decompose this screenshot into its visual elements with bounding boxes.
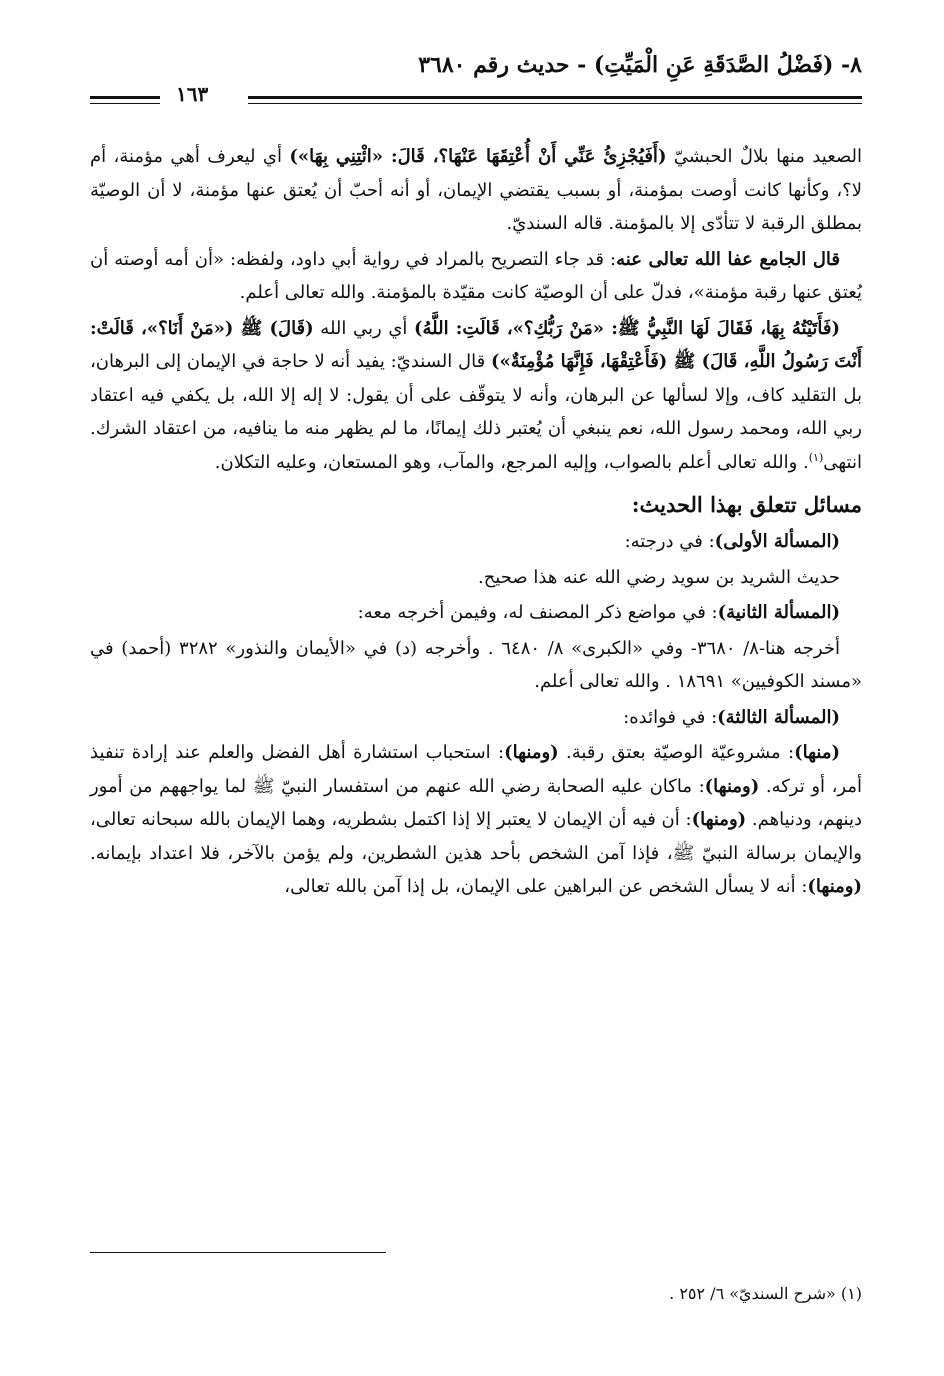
issue-3-text: [90, 736, 862, 904]
issue-1-title: [90, 525, 862, 559]
benefit-label: (ومنها): [691, 809, 747, 830]
text-run: : قد جاء التصريح بالمراد في رواية أبي داود، ولفظه: «أن أمه أوصته أن يُعتق عنها رقبة مؤمنة»، فدلّ على أن الوصيّة كانت مقيّدة بالمؤمنة. والله تعالى أعلم.: [90, 248, 862, 303]
hadith-quote: (قَالَ) ﷺ («مَنْ أَنَا؟»، قَالَتْ: أَنْتَ رَسُولُ اللَّهِ، قَالَ) ﷺ (فَأَعْتِقْهَا، فَإِنَّهَا مُؤْمِنَةٌ»): [90, 317, 862, 372]
text-run: : مشروعيّة الوصيّة بعتق رقبة.: [558, 742, 795, 763]
benefit-label: (منها): [794, 742, 840, 763]
paragraph-1: [90, 140, 862, 241]
paragraph-3: [90, 312, 862, 480]
issue-title: : في درجته:: [624, 531, 715, 552]
footnote: (١) «شرح السنديّ» ٦/ ٢٥٢ .: [669, 1284, 862, 1303]
text-run: أي ليعرف أهي مؤمنة، أم لا؟، وكأنها كانت أوصت بمؤمنة، أو بسبب يقتضي الإيمان، أو أنه أحبّ أن يُعتق عنها مؤمنة، لا أن الوصيّة بمطلق الرقبة لا تتأدّى إلا بالمؤمنة. قاله السنديّ.: [90, 146, 862, 234]
issue-label: (المسألة الثالثة): [717, 706, 840, 728]
benefit-label: (ومنها): [704, 775, 760, 797]
text-run: . والله تعالى أعلم بالصواب، وإليه المرجع، والمآب، وهو المستعان، وعليه التكلان.: [214, 451, 809, 473]
issue-1-text: حديث الشريد بن سويد رضي الله عنه هذا صحيح.: [477, 566, 840, 588]
text-run: : استحباب استشارة أهل الفضل والعلم عند إرادة تنفيذ أمر، أو تركه.: [90, 742, 863, 797]
header-rule-short: [90, 96, 160, 104]
benefit-label: (ومنها): [807, 876, 862, 897]
page-number: ١٦٣: [176, 82, 209, 106]
issue-3-title: [90, 701, 862, 735]
issue-2-text: أخرجه هنا-٨/ ٣٦٨٠- وفي «الكبرى» ٨/ ٦٤٨٠ . وأخرجه (د) في «الأيمان والنذور» ٣٢٨٢ (أحمد) في «مسند الكوفيين» ١٨٦٩١ . والله تعالى أعلم.: [90, 637, 862, 692]
issue-title: : في فوائده:: [623, 706, 718, 728]
issue-label: (المسألة الأولى): [714, 531, 840, 552]
paragraph-2: [90, 243, 862, 310]
main-text: [90, 140, 862, 906]
footnote-reference[interactable]: (١): [808, 450, 824, 464]
benefit-label: (ومنها): [504, 742, 559, 763]
text-run: قال السنديّ: يفيد أنه لا حاجة في الإيمان إلى البرهان، بل التقليد كاف، وإلا لسألها عن البرهان، وأنه لا يتوقّف على أن يقول: لا إله إلا الله، بل يكفي فيه اعتقاد ربي الله، ومحمد رسول الله، نعم ينبغي أن يُعتبر ذلك إيمانًا، ما لم يظهر منه ما ينافيه، من اعتقاد الشرك. انتهى: [90, 351, 862, 473]
document-page: [90, 52, 862, 1332]
text-run: : ماكان عليه الصحابة رضي الله عنهم من استفسار النبيّ ﷺ لما يواجههم من أمور دينهم، ودنياهم.: [90, 775, 862, 830]
chapter-title: ٨- (فَضْلُ الصَّدَقَةِ عَنِ الْمَيِّتِ) - حديث رقم ٣٦٨٠: [418, 52, 862, 78]
hadith-quote: (أَفَيُجْزِئُ عَنِّي أَنْ أُعْتِقَهَا عَنْهَا؟، قَالَ: «ائْتِنِي بِهَا»): [289, 146, 667, 167]
hadith-quote: (فَأَتَيْتُهُ بِهَا، فَقَالَ لَهَا النَّبِيُّ ﷺ: «مَنْ رَبُّكِ؟»، قَالَتِ: اللَّهُ): [414, 317, 840, 339]
text-run: الصعيد منها بلالٌ الحبشيّ: [666, 146, 862, 167]
header-rule: [248, 96, 862, 104]
issue-2-title: [90, 596, 862, 630]
text-run: أي ربي الله: [313, 317, 415, 339]
issue-title: : في مواضع ذكر المصنف له، وفيمن أخرجه معه:: [357, 602, 718, 623]
section-heading: مسائل تتعلق بهذا الحديث:: [631, 492, 862, 517]
issue-label: (المسألة الثانية): [717, 602, 840, 623]
page-header: [90, 52, 862, 106]
text-run: : أن فيه أن الإيمان لا يعتبر إلا إذا اكتمل بشطريه، وهما الإيمان بالله سبحانه تعالى، والإيمان برسالة النبيّ ﷺ، فإذا آمن الشخص بأحد هذين الشطرين، ولم يؤمن بالآخر، فلا اعتداد بإيمانه.: [90, 809, 862, 864]
author-note-label: قال الجامع عفا الله تعالى عنه: [616, 248, 840, 270]
footnote-rule: [90, 1252, 386, 1253]
text-run: : أنه لا يسأل الشخص عن البراهين على الإيمان، بل إذا آمن بالله تعالى،: [284, 876, 808, 897]
